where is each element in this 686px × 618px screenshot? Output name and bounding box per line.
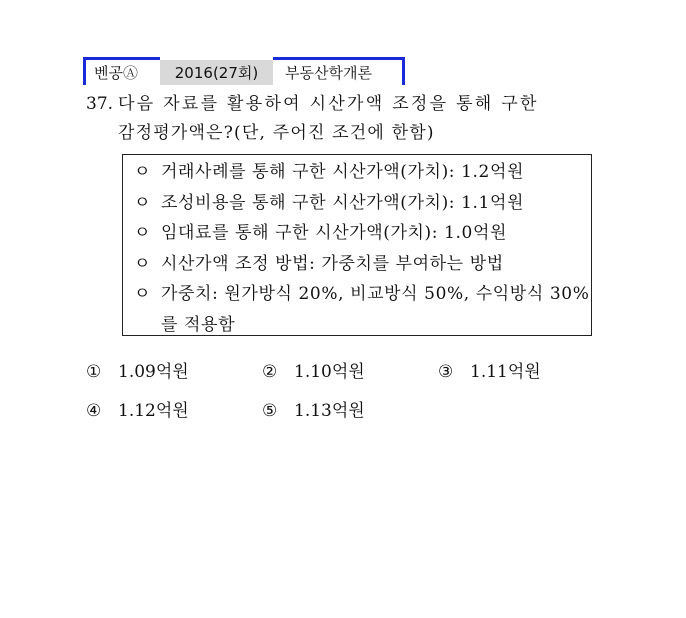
given-item (134, 249, 591, 280)
option-text: 1.11억원 (470, 362, 541, 382)
bullet-mark: ㅇ (134, 192, 151, 213)
answer-option-4[interactable] (86, 392, 262, 431)
option-number: ① (86, 362, 102, 382)
bullet-mark: ㅇ (134, 162, 151, 182)
option-number: ⑤ (262, 401, 278, 421)
option-text: 1.09억원 (118, 362, 189, 382)
question-number: 37. (86, 94, 114, 114)
answer-option-1[interactable] (86, 353, 262, 392)
question-text-line1: 다음 자료를 활용하여 시산가액 조정을 통해 구한 (118, 94, 539, 114)
given-item-text: 가중치: 원가방식 20%, 비교방식 50%, 수익방식 30%를 적용함 (161, 284, 590, 335)
question-stem (86, 90, 606, 148)
given-item (134, 188, 591, 219)
option-text: 1.12억원 (118, 401, 189, 421)
option-number: ④ (86, 401, 102, 421)
exam-source-tag: 벤공Ⓐ (83, 57, 160, 85)
given-item (134, 218, 591, 249)
given-item (134, 157, 591, 188)
bullet-mark: ㅇ (134, 284, 151, 304)
answer-options (86, 353, 626, 431)
bullet-mark: ㅇ (134, 253, 151, 274)
question-text-line2: 감정평가액은?(단, 주어진 조건에 한함) (118, 123, 435, 143)
exam-subject-tag: 부동산학개론 (273, 57, 405, 85)
exam-year-tag: 2016(27회) (160, 57, 273, 85)
given-item-text: 거래사례를 통해 구한 시산가액(가치): 1.2억원 (161, 162, 525, 182)
answer-option-2[interactable] (262, 353, 438, 392)
given-item-text: 조성비용을 통해 구한 시산가액(가치): 1.1억원 (161, 192, 525, 213)
exam-header (83, 57, 405, 85)
option-number: ③ (438, 362, 454, 382)
answer-option-3[interactable] (438, 353, 614, 392)
given-item-text: 시산가액 조정 방법: 가중치를 부여하는 방법 (161, 253, 504, 274)
given-item (134, 279, 591, 340)
option-number: ② (262, 362, 278, 382)
given-item-text: 임대료를 통해 구한 시산가액(가치): 1.0억원 (161, 223, 507, 243)
option-text: 1.13억원 (294, 401, 365, 421)
option-text: 1.10억원 (294, 362, 365, 382)
answer-option-5[interactable] (262, 392, 438, 431)
given-data-box (122, 154, 592, 336)
bullet-mark: ㅇ (134, 223, 151, 243)
